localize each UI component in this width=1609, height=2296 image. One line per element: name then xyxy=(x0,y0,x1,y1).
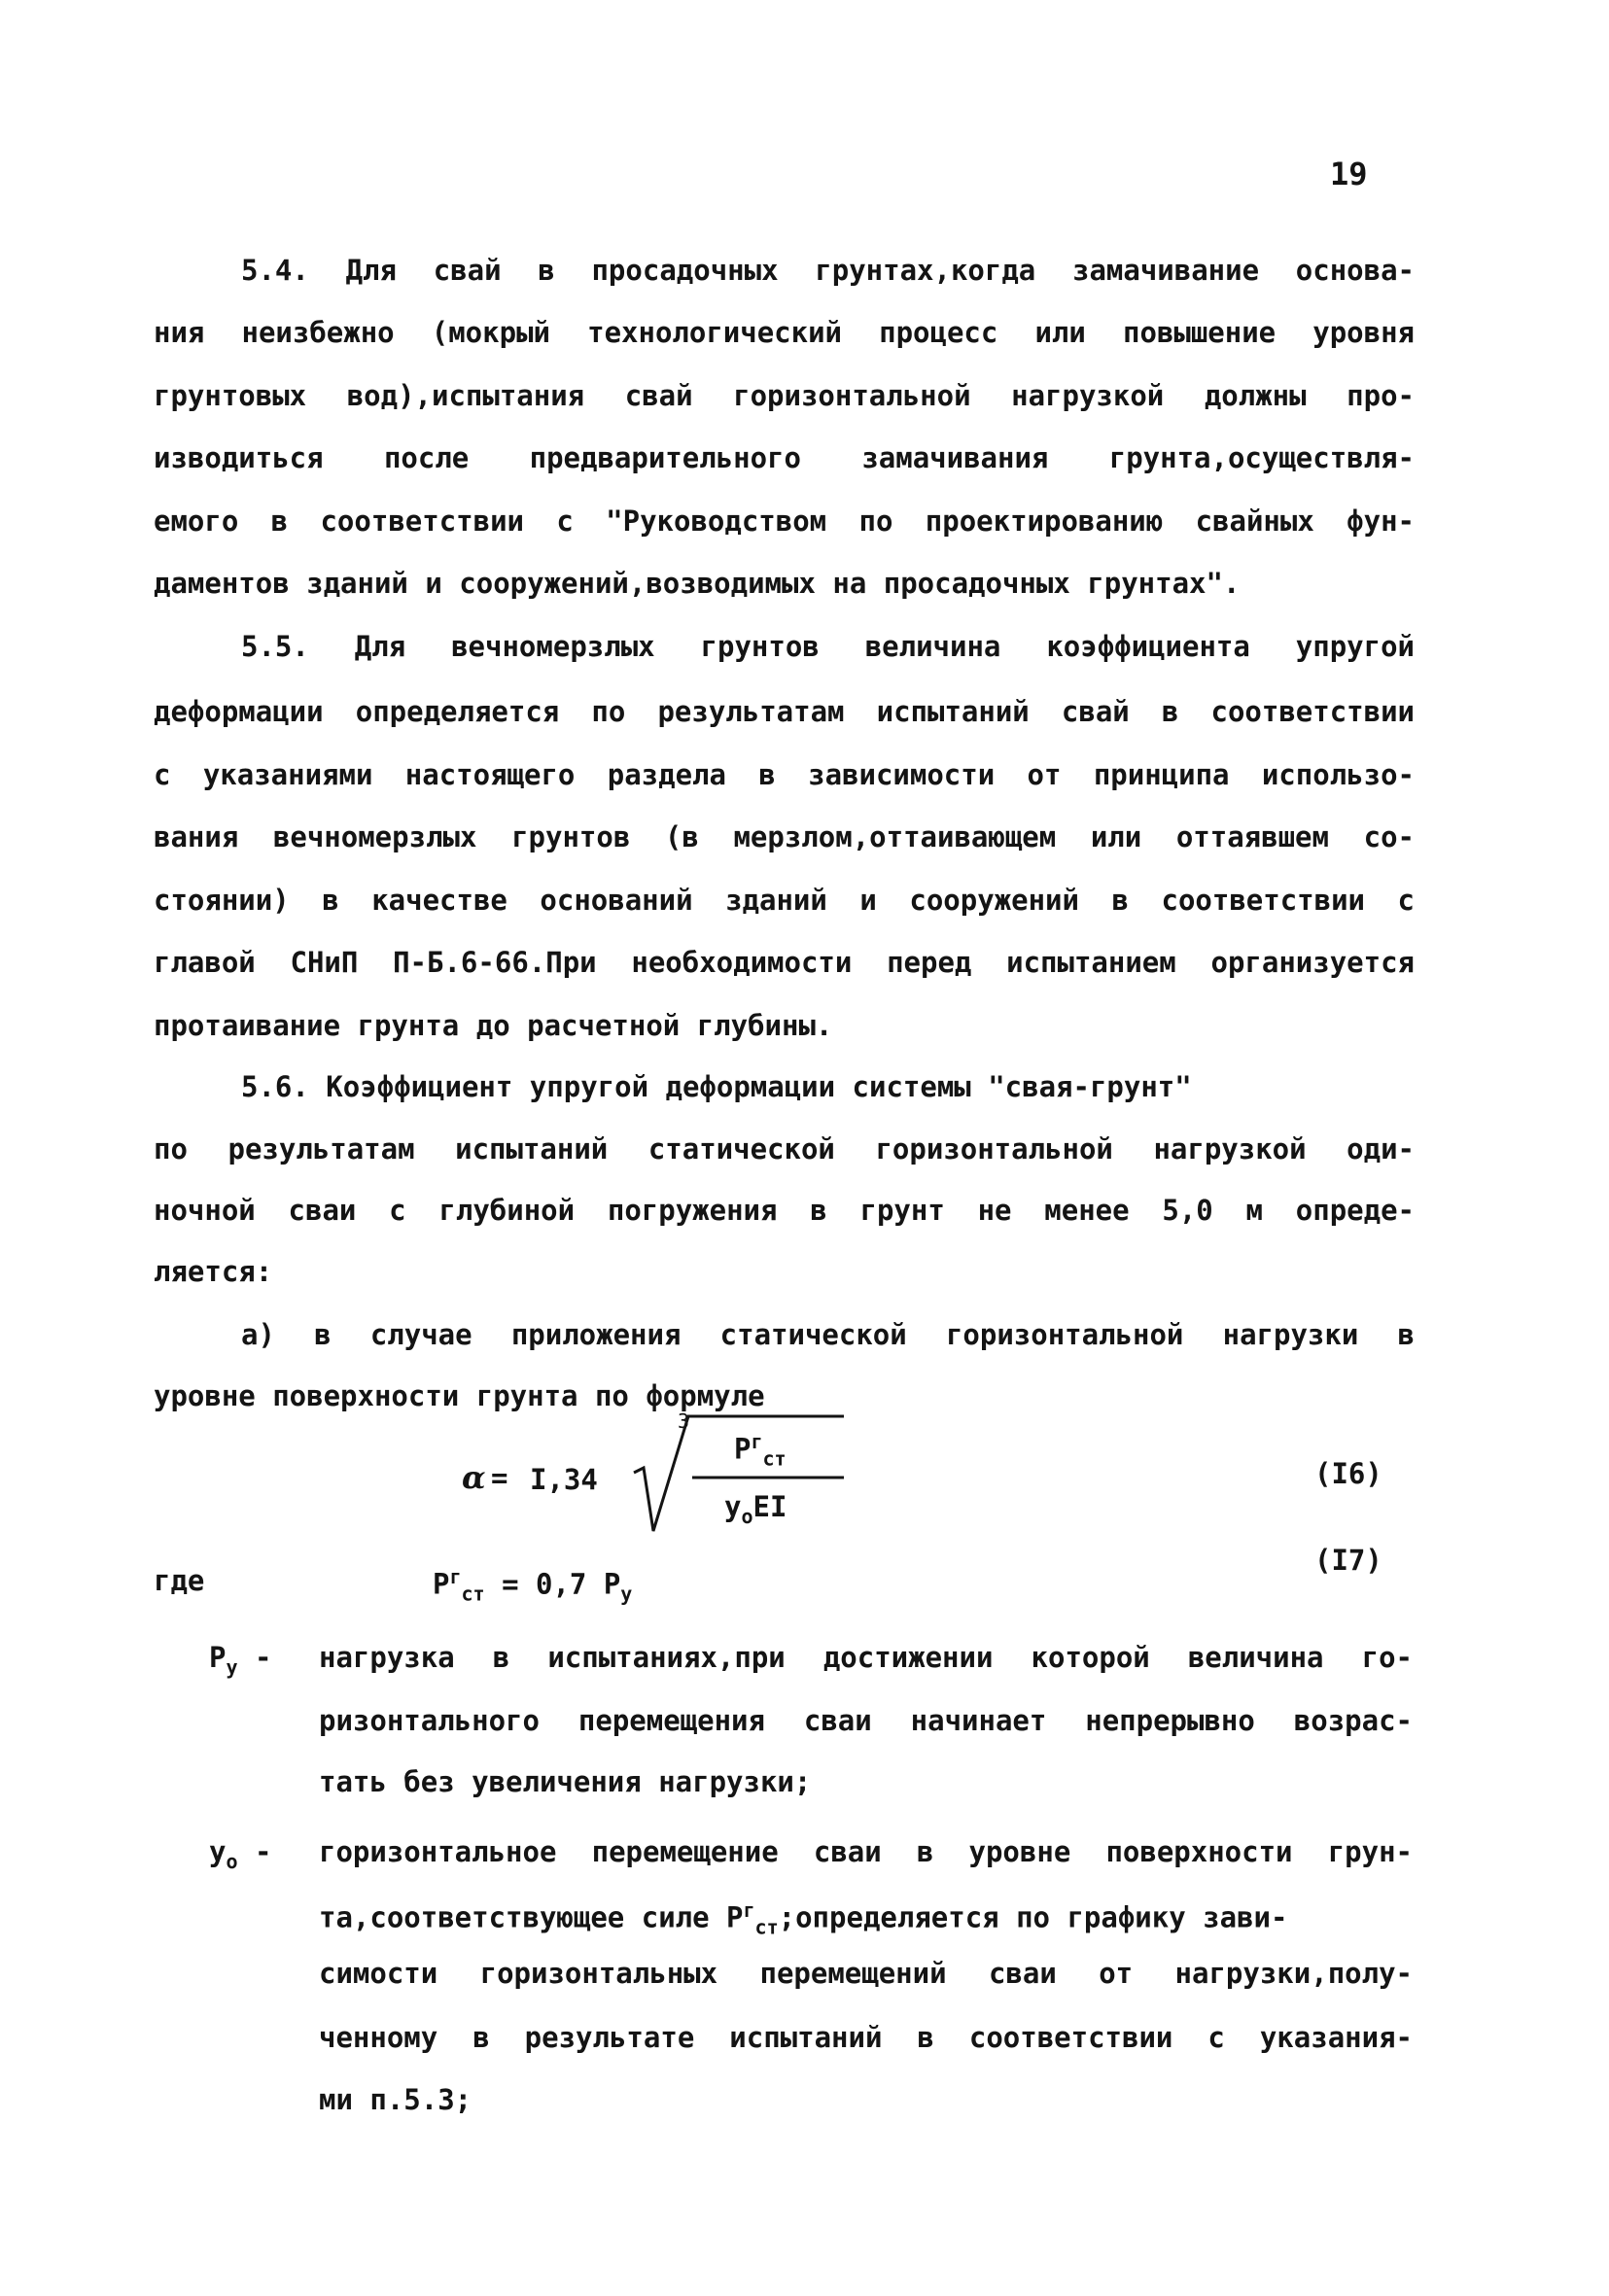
text-line: ночной сваи с глубиной погружения в грунт не менее 5,0 м опреде- xyxy=(154,1194,1415,1227)
text-line: вания вечномерзлых грунтов (в мерзлом,оттаивающем или оттаявшем со- xyxy=(154,820,1415,853)
text-line: 5.6. Коэффициент упругой деформации системы "свая-грунт" xyxy=(241,1070,1192,1103)
text-line: та,соответствующее силе $P^г_{ст};определяется$ по графику зави- xyxy=(319,1898,1288,1939)
denominator: $y_oEI$ xyxy=(724,1490,787,1528)
text-line: тать без увеличения нагрузки; xyxy=(319,1765,812,1798)
formula-17-body: $P^г_{ст} = 0,7$ $P_у$ xyxy=(433,1565,633,1606)
text-line: уровне поверхности грунта по формуле xyxy=(154,1379,765,1412)
coefficient: I,34 xyxy=(530,1463,598,1496)
numerator: $P^г_{ст}$ xyxy=(734,1430,787,1471)
text-line: деформации определяется по результатам испытаний свай в соответствии xyxy=(154,695,1415,728)
text-line: 5.5. Для вечномерзлых грунтов величина коэффициента упругой xyxy=(241,630,1415,663)
text-line: изводиться после предварительного замачивания грунта,осуществля- xyxy=(154,441,1415,474)
text-line: симости горизонтальных перемещений сваи от нагрузки,полу- xyxy=(319,1957,1413,1990)
formula-number-16: (I6) xyxy=(1314,1457,1382,1490)
root-index: 3 xyxy=(678,1409,690,1433)
text-line: ризонтального перемещения сваи начинает непрерывно возрас- xyxy=(319,1704,1413,1737)
py-symbol: $P_у$ - xyxy=(209,1641,272,1679)
text-line: стоянии) в качестве оснований зданий и сооружений в соответствии с xyxy=(154,884,1415,917)
where-label: где xyxy=(154,1564,205,1597)
formula-number-17: (I7) xyxy=(1314,1544,1382,1577)
text-line: ния неизбежно (мокрый технологический процесс или повышение уровня xyxy=(154,316,1415,349)
text-line: даментов зданий и сооружений,возводимых на просадочных грунтах". xyxy=(154,567,1241,600)
text-line: ченному в результате испытаний в соответствии с указания- xyxy=(319,2021,1413,2054)
text-line: по результатам испытаний статической горизонтальной нагрузкой оди- xyxy=(154,1132,1415,1165)
text-line: главой СНиП П-Б.6-66.При необходимости перед испытанием организуется xyxy=(154,946,1415,979)
text-line: нагрузка в испытаниях,при достижении которой величина го- xyxy=(319,1641,1413,1674)
text-line: протаивание грунта до расчетной глубины. xyxy=(154,1009,833,1042)
text-line: 5.4. Для свай в просадочных грунтах,когда замачивание основа- xyxy=(241,254,1415,287)
yo-symbol: $y_o$ - xyxy=(209,1835,272,1873)
text-line: емого в соответствии с "Руководством по проектированию свайных фун- xyxy=(154,504,1415,538)
text-line: с указаниями настоящего раздела в зависимости от принципа использо- xyxy=(154,758,1415,791)
alpha-symbol: α xyxy=(462,1459,486,1496)
text-line: горизонтальное перемещение сваи в уровне поверхности грун- xyxy=(319,1835,1413,1868)
equals-sign: = xyxy=(491,1461,508,1494)
text-line: а) в случае приложения статической горизонтальной нагрузки в xyxy=(241,1318,1415,1351)
text-line: ляется: xyxy=(154,1255,273,1288)
text-line: ми п.5.3; xyxy=(319,2083,472,2116)
page-number: 19 xyxy=(1330,156,1368,192)
text-line: грунтовых вод),испытания свай горизонтальной нагрузкой должны про- xyxy=(154,379,1415,412)
